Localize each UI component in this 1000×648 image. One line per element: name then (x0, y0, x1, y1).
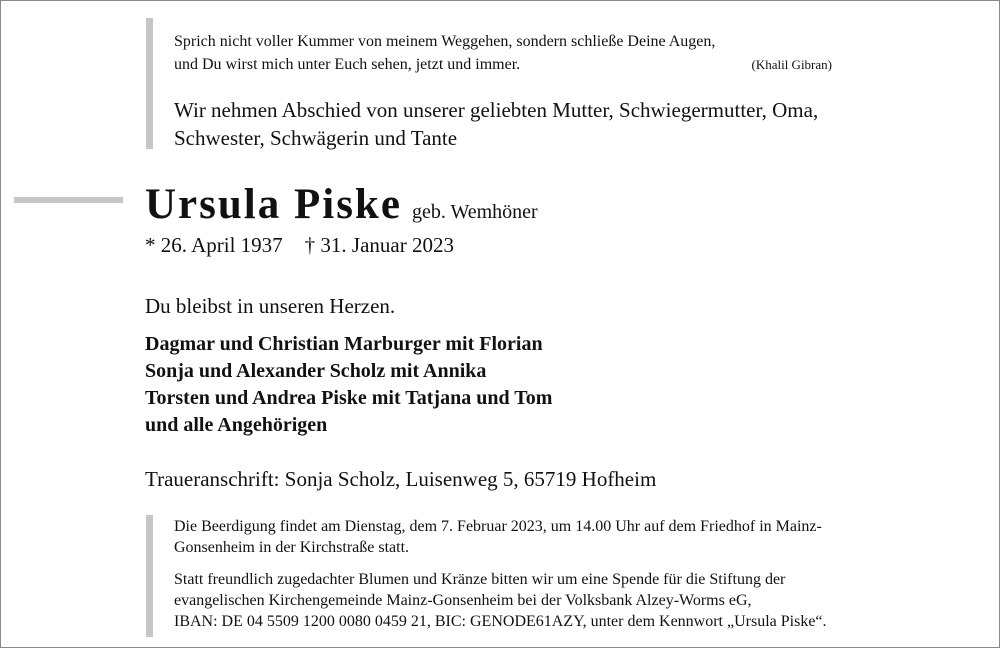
mourner-line: Sonja und Alexander Scholz mit Annika (145, 360, 487, 382)
donation-line-3: IBAN: DE 04 5509 1200 0080 0459 21, BIC: GENODE61AZY, unter dem Kennwort „Ursula Piske“. (174, 613, 827, 630)
quote-attribution: (Khalil Gibran) (751, 57, 832, 72)
death-date: † 31. Januar 2023 (304, 233, 454, 257)
funeral-line-1: Die Beerdigung findet am Dienstag, dem 7. Februar 2023, um 14.00 Uhr auf dem Friedhof in Mainz- (174, 518, 822, 535)
mourner-line: Torsten und Andrea Piske mit Tatjana und Tom (145, 387, 553, 409)
mourner-line: Dagmar und Christian Marburger mit Florian (145, 333, 543, 355)
name-accent-bar (14, 197, 123, 203)
birth-name: geb. Wemhöner (411, 201, 538, 223)
mourner-line: und alle Angehörigen (145, 414, 328, 436)
donation-info (174, 569, 974, 632)
quote-line-2: und Du wirst mich unter Euch sehen, jetzt und immer. (174, 56, 521, 73)
donation-line-2: evangelischen Kirchengemeinde Mainz-Gonsenheim bei der Volksbank Alzey-Worms eG, (174, 592, 752, 609)
intro-line-2: Schwester, Schwägerin und Tante (174, 126, 458, 150)
quote-accent-bar (146, 18, 153, 149)
intro-line-1: Wir nehmen Abschied von unserer geliebten Mutter, Schwiegermutter, Oma, (174, 98, 819, 122)
memorial-message: Du bleibst in unseren Herzen. (145, 294, 396, 318)
birth-date: * 26. April 1937 (145, 233, 283, 257)
footer-accent-bar (146, 515, 153, 637)
mourners-list (145, 331, 552, 439)
funeral-info (174, 516, 974, 558)
funeral-line-2: Gonsenheim in der Kirchstraße statt. (174, 539, 410, 556)
deceased-name-line (145, 180, 538, 229)
life-dates (145, 233, 454, 258)
deceased-name: Ursula Piske (145, 181, 402, 228)
mourning-address: Traueranschrift: Sonja Scholz, Luisenweg 5, 65719 Hofheim (145, 467, 657, 491)
quote-line-1: Sprich nicht voller Kummer von meinem Weggehen, sondern schließe Deine Augen, (174, 33, 716, 50)
intro-text (174, 96, 914, 152)
donation-line-1: Statt freundlich zugedachter Blumen und Kränze bitten wir um eine Spende für die Stiftung der (174, 571, 786, 588)
quote-block (174, 30, 834, 76)
